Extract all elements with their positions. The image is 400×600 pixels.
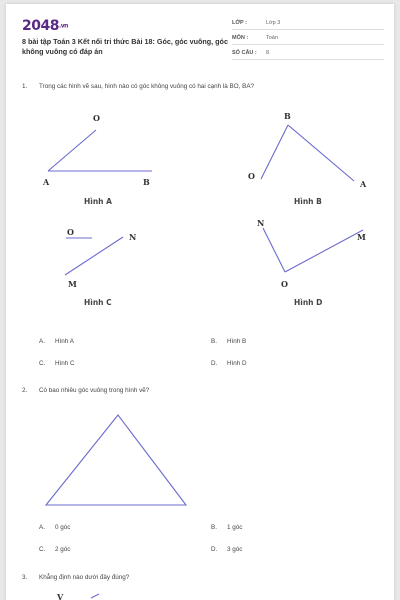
- option-letter: C.: [39, 360, 46, 367]
- question-3-number: 3.: [22, 574, 28, 581]
- segment-partial: [91, 594, 99, 598]
- site-logo[interactable]: [22, 18, 68, 34]
- q2-option-a[interactable]: [39, 524, 70, 531]
- meta-key: MÔN :: [232, 35, 249, 41]
- point-label-o: O: [248, 171, 255, 181]
- point-label-m: M: [68, 279, 77, 289]
- question-3-text: Khẳng định nào dưới đây đúng?: [39, 574, 130, 581]
- document-title: 8 bài tập Toán 3 Kết nối tri thức Bài 18: Góc, góc vuông, góc không vuông có đáp án: [22, 37, 228, 56]
- q1-option-d[interactable]: [211, 360, 247, 367]
- segment-ao: [48, 130, 96, 171]
- meta-value: 8: [266, 50, 270, 56]
- point-label-o: O: [93, 113, 100, 123]
- segment-om: [285, 230, 363, 272]
- question-1-text: Trong các hình vẽ sau, hình nào có góc không vuông có hai cạnh là BO, BA?: [39, 83, 255, 90]
- option-letter: A.: [39, 524, 45, 531]
- meta-key: LỚP :: [232, 20, 247, 26]
- meta-subject: [232, 31, 384, 45]
- q2-option-d[interactable]: [211, 546, 242, 553]
- option-letter: B.: [211, 524, 217, 531]
- figure-c-caption: Hình C: [84, 298, 112, 307]
- option-letter: B.: [211, 338, 217, 345]
- q1-option-c[interactable]: [39, 360, 75, 367]
- meta-question-count: [232, 46, 384, 60]
- q1-option-a[interactable]: [39, 338, 74, 345]
- segment-ob: [261, 125, 288, 179]
- point-label-n: N: [257, 218, 265, 228]
- figure-a: [36, 107, 166, 187]
- point-label-v: V: [57, 592, 64, 600]
- option-text: 2 góc: [55, 546, 71, 553]
- segment-nm: [65, 237, 123, 275]
- figure-d: [251, 214, 381, 294]
- figure-b: [236, 107, 376, 191]
- point-label-o: O: [67, 227, 74, 237]
- segment-no: [263, 228, 285, 272]
- option-letter: C.: [39, 546, 46, 553]
- q1-option-b[interactable]: [211, 338, 246, 345]
- question-2-number: 2.: [22, 387, 28, 394]
- question-2-text: Có bao nhiêu góc vuông trong hình vẽ?: [39, 387, 150, 394]
- option-text: Hình D: [227, 360, 247, 367]
- option-letter: D.: [211, 546, 218, 553]
- point-label-a: A: [360, 179, 367, 189]
- meta-class: [232, 16, 384, 30]
- meta-value: Lớp 3: [266, 20, 281, 26]
- point-label-b: B: [143, 177, 150, 187]
- logo-tld: .vn: [58, 22, 68, 30]
- meta-key: SỐ CÂU :: [232, 50, 257, 56]
- figure-a-caption: Hình A: [84, 197, 112, 206]
- q2-option-b[interactable]: [211, 524, 242, 531]
- triangle-figure: [36, 409, 196, 509]
- option-text: Hình A: [55, 338, 74, 345]
- option-text: 0 góc: [55, 524, 71, 531]
- logo-text: 2048: [22, 18, 59, 34]
- figure-c: [56, 222, 156, 292]
- meta-value: Toán: [266, 35, 278, 41]
- worksheet-page: [6, 4, 394, 600]
- figure-d-caption: Hình D: [294, 298, 323, 307]
- point-label-o: O: [281, 279, 288, 289]
- question-1-number: 1.: [22, 83, 28, 90]
- option-text: 1 góc: [227, 524, 243, 531]
- triangle: [46, 415, 186, 505]
- point-label-n: N: [129, 232, 137, 242]
- option-letter: D.: [211, 360, 218, 367]
- option-text: 3 góc: [227, 546, 243, 553]
- option-text: Hình B: [227, 338, 247, 345]
- option-letter: A.: [39, 338, 45, 345]
- figure-b-caption: Hình B: [294, 197, 322, 206]
- q2-option-c[interactable]: [39, 546, 70, 553]
- question-3-figure: [51, 590, 121, 600]
- point-label-a: A: [43, 177, 50, 187]
- option-text: Hình C: [55, 360, 75, 367]
- segment-ba: [288, 125, 354, 181]
- point-label-m: M: [357, 232, 366, 242]
- point-label-b: B: [284, 111, 291, 121]
